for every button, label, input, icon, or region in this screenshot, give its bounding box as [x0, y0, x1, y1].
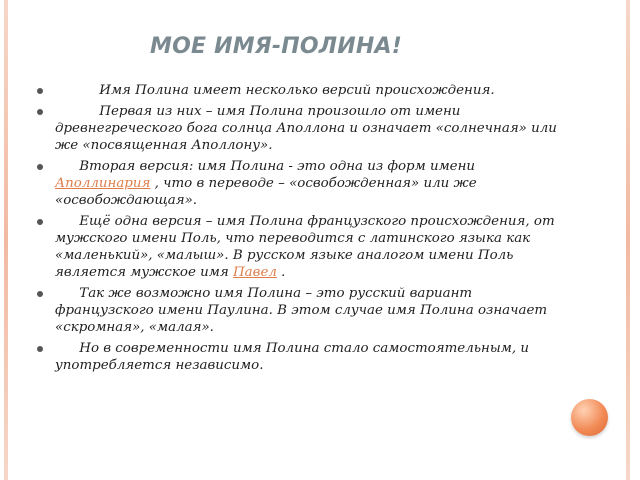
bullet-text: Но в современности имя Полина стало самостоятельным, и употребляется независимо.: [55, 341, 529, 373]
bullet-item-6: [37, 340, 562, 374]
bullet-text: Имя Полина имеет несколько версий происхождения.: [99, 83, 495, 98]
bullet-text-after-link: , что в переводе – «освобожденная» или же «освобождающая».: [55, 176, 477, 208]
bullet-item-5: [37, 285, 562, 336]
pavel-link[interactable]: Павел: [232, 265, 277, 280]
bullet-text-after-link: .: [281, 265, 286, 280]
slide-title: МОЕ ИМЯ-ПОЛИНА!: [150, 34, 402, 59]
bullet-item-1: [37, 82, 562, 99]
bullet-text: Первая из них – имя Полина произошло от имени древнегреческого бога солнца Аполлона и означает «солнечная» или же «посвященная Аполлону».: [55, 104, 557, 153]
decorative-orb-icon: [571, 399, 608, 436]
apollinaria-link[interactable]: Аполлинария: [55, 176, 151, 191]
right-decor-rail: [626, 0, 630, 480]
bullet-item-2: [37, 103, 562, 154]
bullet-item-3: [37, 158, 562, 209]
bullet-text: Так же возможно имя Полина – это русский вариант французского имени Паулина. В этом случае имя Полина означает «скромная», «малая».: [55, 286, 548, 335]
left-decor-rail: [4, 0, 8, 480]
bullet-item-4: [37, 213, 562, 281]
bullet-text-before-link: Ещё одна версия – имя Полина французского происхождения, от мужского имени Поль, что переводится с латинского языка как «маленький», «малыш». В русском языке аналогом имени Поль является мужское имя: [55, 214, 555, 280]
bullet-list: [37, 82, 562, 378]
bullet-text-before-link: Вторая версия: имя Полина - это одна из форм имени: [79, 159, 476, 174]
